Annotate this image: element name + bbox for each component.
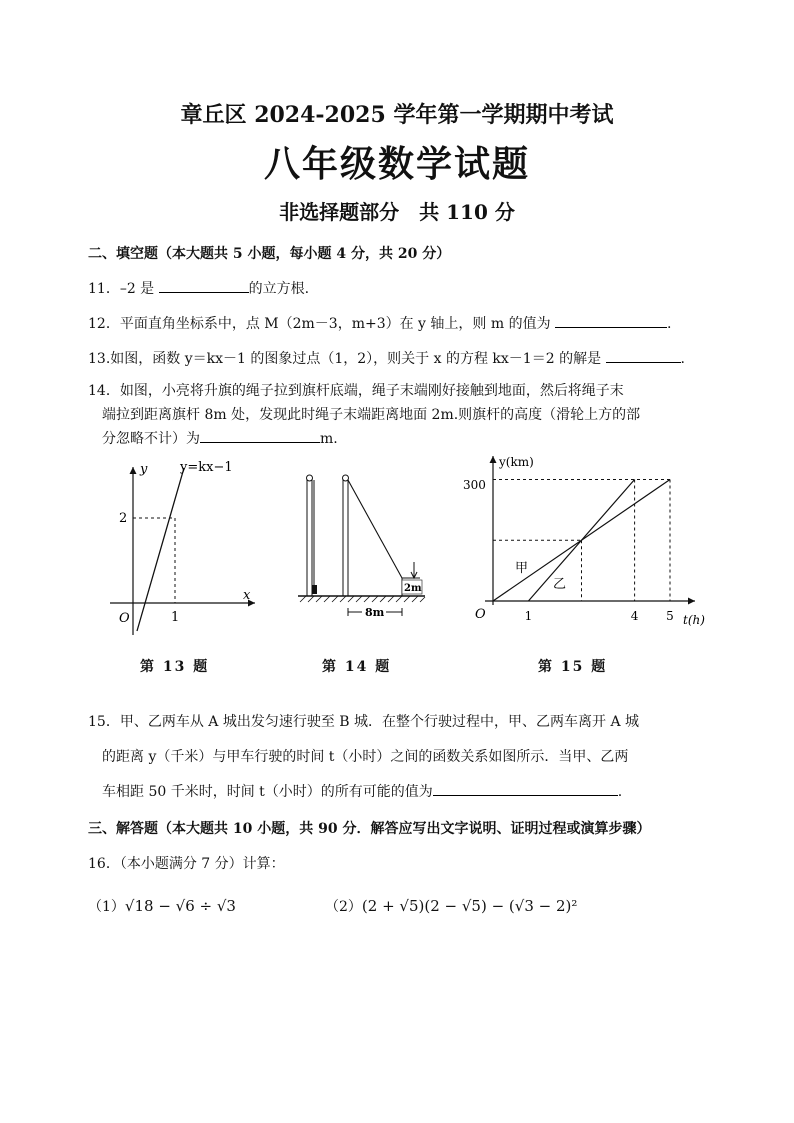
q13-answer-blank[interactable] <box>606 348 681 363</box>
section3-heading: 三、解答题（本大题共 10 小题，共 90 分．解答应写出文字说明、证明过程或演算步骤） <box>88 821 651 837</box>
exam-subtitle: 非选择题部分 共 110 分 <box>279 200 515 224</box>
fig14-height-label: 2m <box>404 583 422 594</box>
fig13-tick-y: 2 <box>119 511 128 526</box>
q11-pre: 11．–2 是 <box>88 281 159 297</box>
fig15-tick-x-4: 4 <box>630 609 639 623</box>
fig15-tick-x-1: 1 <box>524 609 533 623</box>
section2-heading: 二、填空题（本大题共 5 小题，每小题 4 分，共 20 分） <box>88 246 451 262</box>
q14-pre: 分忽略不计）为 <box>102 431 200 447</box>
q15-pre: 车相距 50 千米时，时间 t（小时）的所有可能的值为 <box>102 784 433 800</box>
q15-post: . <box>617 784 623 800</box>
fig14-rope-slant <box>348 480 402 578</box>
fig14-pulley-right <box>343 475 349 481</box>
fig13-tick-x: 1 <box>171 610 180 625</box>
fig14-pole-left <box>307 480 312 596</box>
q13-post: . <box>680 351 685 367</box>
q16-p2-label: （2） <box>325 899 362 915</box>
question-11 <box>88 278 309 298</box>
figure-15 <box>455 448 705 628</box>
fig14-pole-right <box>343 480 348 596</box>
fig15-tick-y: 300 <box>463 478 486 492</box>
question-14-line1: 14．如图，小亮将升旗的绳子拉到旗杆底端，绳子末端刚好接触到地面，然后将绳子末 <box>88 383 624 399</box>
question-16-part2 <box>325 896 577 916</box>
fig14-dist-label: 8m <box>365 606 385 619</box>
exam-title-line1: 章丘区 2024-2025 学年第一学期期中考试 <box>180 102 614 128</box>
fig13-equation: y=kx−1 <box>180 460 233 475</box>
fig13-x-label: x <box>243 588 251 603</box>
fig15-origin: O <box>475 607 486 622</box>
question-13 <box>88 348 685 368</box>
fig14-caption: 第 14 题 <box>322 659 392 675</box>
fig15-tick-x-5: 5 <box>666 609 674 623</box>
fig15-x-label: t(h) <box>683 613 705 627</box>
q11-answer-blank[interactable] <box>159 278 249 293</box>
fig15-label-jia: 甲 <box>515 561 529 576</box>
question-16-stem: 16．（本小题满分 7 分）计算： <box>88 856 285 872</box>
q14-answer-blank[interactable] <box>200 428 320 443</box>
fig13-caption: 第 13 题 <box>140 659 210 675</box>
question-14-line3 <box>102 428 338 448</box>
q16-p1-expression: √18 − √6 ÷ √3 <box>124 897 236 915</box>
q14-post: m. <box>320 431 338 447</box>
question-15-line1: 15．甲、乙两车从 A 城出发匀速行驶至 B 城．在整个行驶过程中，甲、乙两车离开 A 城 <box>88 714 640 730</box>
exam-title-main: 八年级数学试题 <box>263 143 530 185</box>
question-15-line2: 的距离 y（千米）与甲车行驶的时间 t（小时）之间的函数关系如图所示．当甲、乙两 <box>102 749 629 765</box>
fig15-label-yi: 乙 <box>553 577 567 592</box>
fig13-y-label: y <box>140 462 148 477</box>
fig13-origin: O <box>119 611 130 626</box>
question-15-line3 <box>102 781 622 801</box>
question-16-part1 <box>88 896 236 916</box>
fig14-pulley-left <box>307 475 313 481</box>
q16-p1-label: （1） <box>88 899 125 915</box>
fig14-ground-hatch <box>300 596 425 602</box>
fig14-rope-end-left <box>312 585 317 594</box>
fig15-y-label: y(km) <box>499 455 534 469</box>
q12-post: . <box>667 316 672 332</box>
q12-pre: 12．平面直角坐标系中，点 M（2m－3，m+3）在 y 轴上，则 m 的值为 <box>88 316 556 332</box>
question-12 <box>88 313 672 333</box>
figure-13 <box>100 455 270 640</box>
fig13-line <box>137 468 184 631</box>
q15-answer-blank[interactable] <box>433 781 618 796</box>
q13-pre: 13.如图，函数 y＝kx－1 的图象过点（1，2），则关于 x 的方程 kx－1＝2 的解是 <box>88 351 606 367</box>
fig15-caption: 第 15 题 <box>538 659 608 675</box>
q11-post: 的立方根. <box>248 281 310 297</box>
figure-14 <box>290 466 430 626</box>
question-14-line2: 端拉到距离旗杆 8m 处，发现此时绳子末端距离地面 2m.则旗杆的高度（滑轮上方的部 <box>102 407 641 423</box>
q16-p2-expression: (2 + √5)(2 − √5) − (√3 − 2)² <box>361 897 578 915</box>
q12-answer-blank[interactable] <box>555 313 667 328</box>
